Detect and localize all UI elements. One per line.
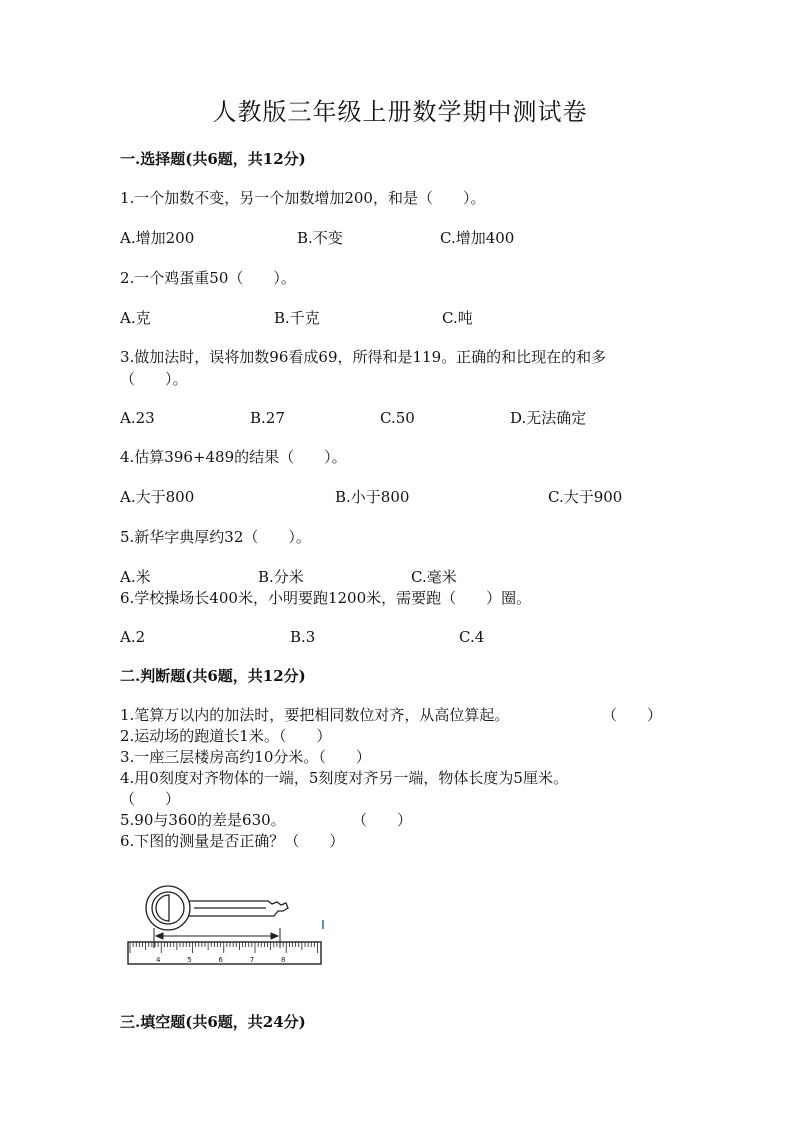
q1-4-option-a: A.大于800 <box>120 488 195 506</box>
q1-6-option-a: A.2 <box>120 628 146 646</box>
q2-1-stem: 1.笔算万以内的加法时，要把相同数位对齐，从高位算起。 <box>120 706 510 724</box>
key-icon <box>146 886 288 930</box>
q2-4-stem-line2: （ ） <box>120 790 181 808</box>
ruler-tick-label: 4 <box>156 956 161 964</box>
ruler-tick-label: 7 <box>249 956 255 964</box>
q1-5-option-a: A.米 <box>120 568 151 586</box>
q1-6-stem: 6.学校操场长400米，小明要跑1200米，需要跑（ ）圈。 <box>120 589 532 607</box>
q1-3-stem-line2: （ ）。 <box>120 370 188 388</box>
q1-3-stem-line1: 3.做加法时，误将加数96看成69，所得和是119。正确的和比现在的和多 <box>120 348 607 366</box>
q1-2-option-a: A.克 <box>120 309 151 327</box>
q1-1-stem: 1.一个加数不变，另一个加数增加200，和是（ ）。 <box>120 189 486 207</box>
q1-2-option-c: C.吨 <box>442 309 473 327</box>
page-title: 人教版三年级上册数学期中测试卷 <box>212 98 588 126</box>
q1-3-option-b: B.27 <box>250 409 285 427</box>
q1-3-option-d: D.无法确定 <box>510 409 587 427</box>
section-2-heading: 二.判断题(共6题，共12分) <box>120 667 306 685</box>
ruler-tick-label: 5 <box>187 956 192 964</box>
q2-4-stem-line1: 4.用0刻度对齐物体的一端，5刻度对齐另一端，物体长度为5厘米。 <box>120 769 568 787</box>
key-ruler-figure <box>120 878 335 970</box>
q2-3-stem: 3.一座三层楼房高约10分米。（ ） <box>120 748 371 766</box>
q2-2-stem: 2.运动场的跑道长1米。（ ） <box>120 727 332 745</box>
q1-2-stem: 2.一个鸡蛋重50（ ）。 <box>120 269 296 287</box>
ruler-tick-label: 8 <box>281 956 286 964</box>
section-1-heading: 一.选择题(共6题，共12分) <box>120 150 306 168</box>
q1-2-option-b: B.千克 <box>274 309 320 327</box>
ruler-tick-label: 6 <box>218 956 223 964</box>
q1-4-option-b: B.小于800 <box>335 488 410 506</box>
q1-6-option-b: B.3 <box>290 628 316 646</box>
q2-6-stem: 6.下图的测量是否正确？（ ） <box>120 832 345 850</box>
q1-4-stem: 4.估算396+489的结果（ ）。 <box>120 448 347 466</box>
q1-6-option-c: C.4 <box>459 628 485 646</box>
q1-5-option-c: C.毫米 <box>411 568 457 586</box>
q2-5-stem: 5.90与360的差是630。 <box>120 811 286 829</box>
q1-3-option-c: C.50 <box>380 409 415 427</box>
q1-5-option-b: B.分米 <box>258 568 304 586</box>
q1-1-option-b: B.不变 <box>297 229 343 247</box>
q1-1-option-c: C.增加400 <box>440 229 515 247</box>
q2-1-answer-paren: （ ） <box>602 706 663 724</box>
q1-3-option-a: A.23 <box>120 409 155 427</box>
stray-mark <box>322 920 324 929</box>
q1-1-option-a: A.增加200 <box>120 229 195 247</box>
section-3-heading: 三.填空题(共6题，共24分) <box>120 1013 306 1031</box>
q1-4-option-c: C.大于900 <box>548 488 623 506</box>
q2-5-answer-paren: （ ） <box>352 811 413 829</box>
q1-5-stem: 5.新华字典厚约32（ ）。 <box>120 528 311 546</box>
